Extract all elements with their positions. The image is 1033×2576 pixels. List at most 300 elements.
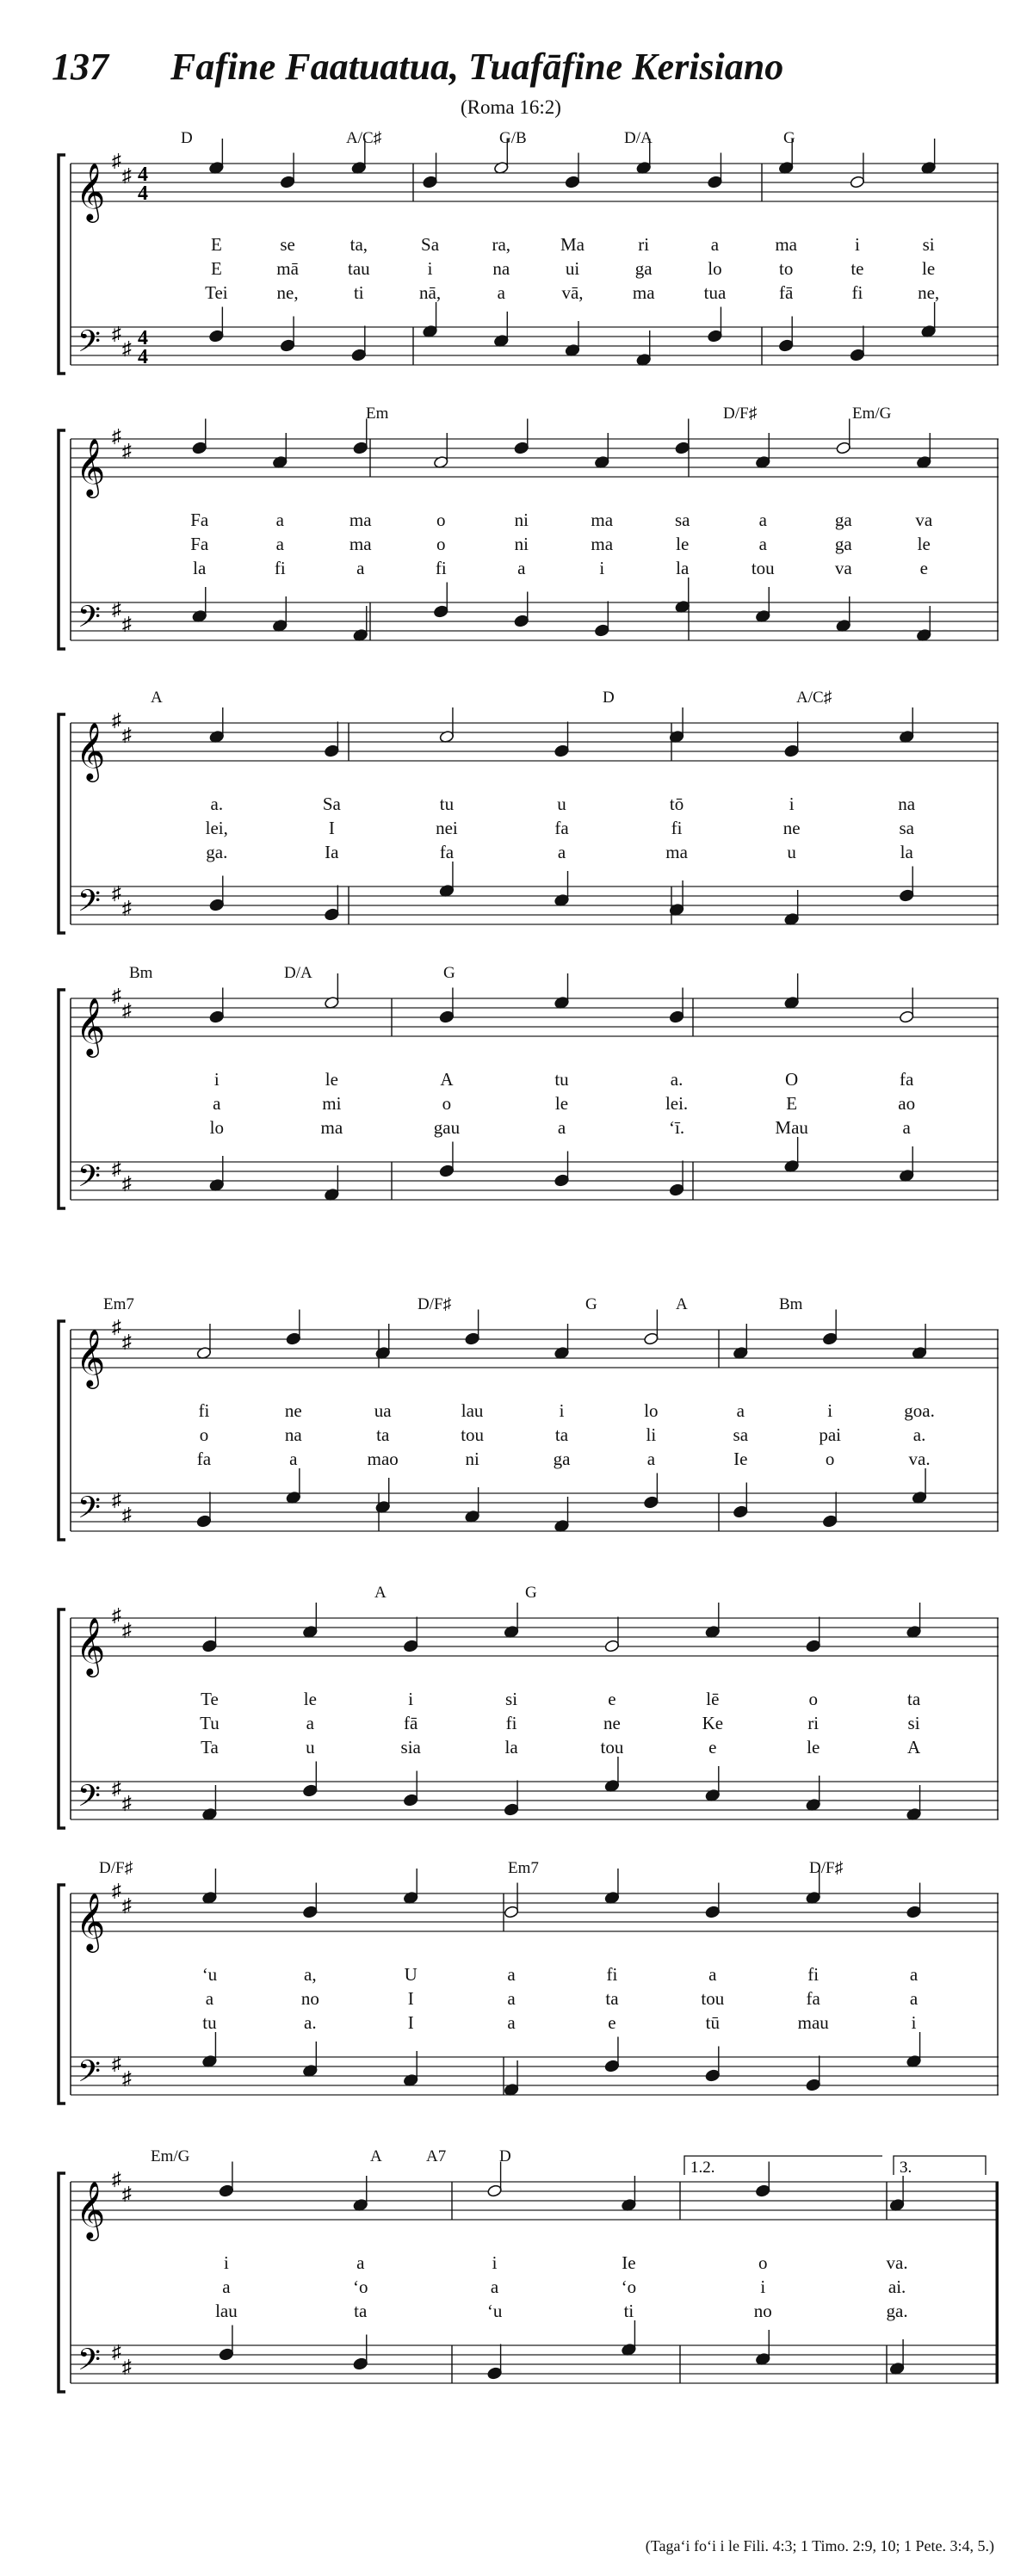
bass-clef-icon: 𝄢 [77,1490,102,1532]
chord-symbol: A/C♯ [796,689,832,707]
lyric-verse-1 [52,1069,999,1091]
lyric-syllable: ta, [349,234,368,255]
lyric-syllable: a [708,1964,717,1985]
lyric-syllable: u [306,1737,315,1757]
chord-symbol: Em/G [852,405,892,423]
music-system [52,405,999,689]
chord-symbol: G [525,1584,537,1602]
lyric-syllable: e [919,558,928,578]
lyric-syllable: Sa [322,794,341,814]
lyric-syllable: fi [505,1713,517,1733]
lyric-syllable: e [708,1737,717,1757]
lyric-syllable: le [554,1093,569,1114]
treble-staff [71,723,999,761]
lyric-syllable: fā [779,282,794,303]
chord-symbol: A [151,689,163,707]
lyric-syllable: ni [514,534,529,554]
lyric-syllable: fa [554,818,569,838]
lyric-syllable: i [223,2252,229,2273]
lyric-syllable: i [599,558,605,578]
lyric-syllable: se [280,234,295,255]
lyric-syllable: gau [433,1117,461,1138]
lyric-verse-2 [52,1424,999,1447]
scripture-reference: (Roma 16:2) [461,96,561,118]
chord-symbol: A/C♯ [346,129,382,147]
lyric-syllable: u [557,794,566,814]
lyric-syllable: a. [670,1069,684,1090]
lyric-syllable: tua [703,282,727,303]
lyric-syllable: Ma [560,234,585,255]
sharp-icon: ♯ [112,2053,121,2074]
lyric-syllable: lē [706,1689,720,1709]
lyric-verse-1 [52,1400,999,1423]
chord-symbol: Bm [779,1295,803,1313]
lyric-syllable: la [900,842,913,862]
lyric-syllable: a. [210,794,224,814]
sharp-icon: ♯ [122,1504,132,1525]
lyric-syllable: E [786,1093,798,1114]
lyric-syllable: le [676,534,690,554]
lyric-syllable: e [608,1689,616,1709]
lyric-syllable: i [911,2012,917,2033]
lyric-syllable: le [917,534,931,554]
lyric-syllable: a [289,1449,298,1469]
chord-symbol: Em7 [103,1295,134,1313]
treble-clef-icon: 𝄞 [76,1892,106,1950]
lyric-syllable: ma [632,282,655,303]
lyric-syllable: ta [554,1424,569,1445]
sharp-icon: ♯ [112,1316,121,1337]
bass-clef-icon: 𝄢 [77,2054,102,2096]
lyric-syllable: tu [554,1069,569,1090]
lyric-syllable: i [760,2276,766,2297]
lyric-syllable: ua [374,1400,392,1421]
lyric-syllable: ao [898,1093,916,1114]
lyric-syllable: ta [605,1988,619,2009]
sharp-icon: ♯ [112,323,121,344]
sharp-icon: ♯ [112,2341,121,2363]
lyric-syllable: la [676,558,690,578]
lyric-syllable: tau [347,258,370,279]
lyric-syllable: ‘o [353,2276,368,2297]
lyric-syllable: Ia [325,842,339,862]
treble-notes [196,1310,927,1360]
lyric-syllable: Tu [200,1713,220,1733]
lyric-syllable: a [306,1713,314,1733]
lyric-syllable: le [303,1689,317,1709]
lyric-syllable: a [909,1988,919,2009]
hymn-title: Fafine Faatuatua, Tuafāfine Kerisiano [170,46,784,88]
lyric-syllable: li [646,1424,657,1445]
lyric-syllable: a [356,558,365,578]
lyric-syllable: sa [899,818,914,838]
lyric-syllable: na [284,1424,302,1445]
lyric-syllable: a [490,2276,499,2297]
lyric-syllable: ma [591,510,614,530]
lyric-syllable: lo [644,1400,659,1421]
lyric-syllable: lo [209,1117,224,1138]
lyric-syllable: ri [638,234,650,255]
lyric-syllable: tou [751,558,775,578]
sharp-icon: ♯ [112,1489,121,1510]
bass-staff [71,886,999,924]
chord-symbol: A [370,2147,382,2165]
lyric-verse-2 [52,258,999,281]
lyric-verse-2 [52,1713,999,1735]
lyric-syllable: fi [807,1964,820,1985]
chord-symbol: D/A [284,964,312,982]
treble-staff [71,2182,999,2220]
lyric-syllable: fā [404,1713,418,1733]
music-system [52,129,999,413]
lyric-syllable: Ie [733,1449,748,1469]
sharp-icon: ♯ [122,724,132,745]
sharp-icon: ♯ [112,1880,121,1901]
lyric-syllable: fi [606,1964,618,1985]
lyric-syllable: E [210,258,222,279]
bass-notes [192,578,931,642]
lyric-syllable: Fa [190,510,209,530]
lyric-syllable: mao [367,1449,399,1469]
lyric-syllable: a [902,1117,911,1138]
lyric-syllable: le [325,1069,338,1090]
bass-notes [209,1137,914,1202]
sharp-icon: ♯ [122,164,132,186]
lyric-syllable: ga [553,1449,571,1469]
lyric-syllable: lei. [665,1093,689,1114]
lyric-verse-3 [52,1449,999,1471]
music-system [52,689,999,973]
lyric-verse-1 [52,1964,999,1986]
lyric-verse-3 [52,2301,999,2323]
sharp-icon: ♯ [122,440,132,461]
treble-staff [71,439,999,477]
lyric-syllable: a [507,2012,516,2033]
lyric-syllable: a [497,282,505,303]
music-system [52,1295,999,1579]
time-signature-treble-top: 4 [138,164,148,186]
bass-clef-icon: 𝄢 [77,1158,102,1201]
lyric-syllable: ui [565,258,580,279]
lyric-syllable: fa [806,1988,820,2009]
bass-staff [71,602,999,640]
lyric-syllable: ga. [206,842,228,862]
lyric-syllable: ga. [886,2301,908,2321]
lyric-syllable: tō [669,794,684,814]
lyric-syllable: vā, [561,282,584,303]
lyric-syllable: va [915,510,933,530]
lyric-syllable: Ie [622,2252,636,2273]
treble-staff [71,998,999,1036]
lyric-syllable: ri [807,1713,820,1733]
lyric-verse-3 [52,558,999,580]
lyric-verse-1 [52,1689,999,1711]
lyric-syllable: tou [461,1424,485,1445]
lyric-syllable: a. [304,2012,317,2033]
lyric-syllable: ta [376,1424,390,1445]
lyric-syllable: ‘u [486,2301,503,2321]
lyric-syllable: Sa [421,234,440,255]
lyric-syllable: Tei [205,282,228,303]
lyric-syllable: e [608,2012,616,2033]
lyric-syllable: a [646,1449,656,1469]
lyric-syllable: i [789,794,795,814]
lyric-syllable: ‘u [201,1964,218,1985]
chord-symbol: Em/G [151,2147,190,2165]
bass-notes [209,862,914,926]
chord-symbol: G [443,964,455,982]
music-system [52,964,999,1248]
lyric-verse-3 [52,282,999,305]
treble-clef-icon: 𝄞 [76,437,106,496]
lyric-verse-2 [52,1988,999,2011]
lyric-syllable: o [436,510,446,530]
chord-symbol: D/F♯ [418,1295,452,1313]
lyric-syllable: le [922,258,936,279]
sharp-icon: ♯ [122,897,132,918]
bass-staff [71,1162,999,1200]
lyric-syllable: a [275,534,284,554]
lyric-syllable: a [507,1988,516,2009]
lyric-syllable: I [407,1988,414,2009]
bass-clef-icon: 𝄢 [77,2342,102,2384]
lyric-syllable: a [517,558,526,578]
lyric-verse-3 [52,1117,999,1140]
lyric-syllable: si [505,1689,518,1709]
chord-symbol: D/F♯ [99,1859,133,1877]
music-system [52,1584,999,1868]
lyric-syllable: o [758,2252,768,2273]
sharp-icon: ♯ [112,150,121,171]
lyric-syllable: pai [819,1424,841,1445]
lyric-syllable: ti [353,282,364,303]
lyric-syllable: va. [908,1449,931,1469]
bass-notes [219,2320,905,2380]
lyric-syllable: sa [733,1424,749,1445]
lyric-verse-2 [52,1093,999,1115]
bass-notes [196,1468,927,1533]
lyric-syllable: I [328,818,335,838]
lyric-syllable: ne [782,818,801,838]
lyric-syllable: fi [274,558,286,578]
bass-notes [202,1757,922,1821]
treble-clef-icon: 𝄞 [76,2180,106,2239]
volta-label-first: 1.2. [690,2159,715,2177]
lyric-syllable: na [898,794,916,814]
time-signature-bass-bottom: 4 [138,346,148,368]
lyric-syllable: a [205,1988,214,2009]
bass-clef-icon: 𝄢 [77,324,102,366]
lyric-verse-1 [52,2252,999,2275]
lyric-syllable: mā [276,258,299,279]
lyric-syllable: Mau [775,1117,808,1138]
lyric-syllable: ga [634,258,653,279]
sharp-icon: ♯ [112,709,121,731]
chord-symbol: A [676,1295,688,1313]
treble-clef-icon: 𝄞 [76,162,106,220]
footer-references: (Taga‘i fo‘i i le Fili. 4:3; 1 Timo. 2:9, 10; 1 Pete. 3:4, 5.) [645,2537,994,2554]
lyric-syllable: ne, [918,282,940,303]
sharp-icon: ♯ [122,613,132,634]
lyric-syllable: tou [701,1988,725,2009]
chord-symbol: D/F♯ [723,405,758,423]
lyric-syllable: nei [436,818,458,838]
lyric-syllable: va. [886,2252,908,2273]
lyric-syllable: ai. [888,2276,906,2297]
lyric-syllable: no [753,2301,772,2321]
sharp-icon: ♯ [122,1172,132,1194]
lyric-verse-3 [52,842,999,864]
lyric-syllable: a [710,234,720,255]
lyric-verse-2 [52,534,999,556]
lyric-syllable: ne, [276,282,299,303]
lyric-syllable: a. [912,1424,926,1445]
lyric-syllable: tu [439,794,455,814]
sharp-icon: ♯ [112,882,121,904]
chord-symbol: Em [366,405,389,423]
lyric-syllable: fa [196,1449,212,1469]
lyric-verse-1 [52,794,999,816]
lyric-syllable: o [808,1689,818,1709]
lyric-syllable: a [507,1964,516,1985]
sharp-icon: ♯ [112,598,121,620]
lyric-syllable: a [758,534,767,554]
sharp-icon: ♯ [122,999,132,1021]
lyric-verse-3 [52,2012,999,2035]
chord-symbol: Em7 [508,1859,539,1877]
treble-clef-icon: 𝄞 [76,1328,106,1387]
bass-clef-icon: 𝄢 [77,1778,102,1820]
lyric-verse-2 [52,818,999,840]
sharp-icon: ♯ [122,337,132,359]
lyric-syllable: a [909,1964,919,1985]
lyric-syllable: u [787,842,796,862]
lyric-verse-1 [52,234,999,256]
volta-label-third: 3. [900,2159,912,2177]
lyric-syllable: i [427,258,433,279]
sharp-icon: ♯ [122,2183,132,2204]
music-system [52,2147,999,2431]
lyric-verse-3 [52,1737,999,1759]
lyric-syllable: i [408,1689,414,1709]
treble-notes [192,419,931,469]
lyric-syllable: fi [435,558,447,578]
lyric-syllable: te [851,258,864,279]
lyric-syllable: Fa [190,534,209,554]
lyric-syllable: lei, [205,818,228,838]
lyric-syllable: tū [705,2012,720,2033]
lyric-syllable: a [275,510,284,530]
time-signature-bass-top: 4 [138,327,148,349]
lyric-syllable: si [922,234,935,255]
lyric-verse-1 [52,510,999,532]
chord-symbol: D/F♯ [809,1859,844,1877]
lyric-verse-2 [52,2276,999,2299]
lyric-syllable: E [210,234,222,255]
lyric-syllable: i [492,2252,498,2273]
sharp-icon: ♯ [112,1604,121,1626]
bass-notes [202,2032,922,2097]
sharp-icon: ♯ [122,1619,132,1640]
lyric-syllable: o [825,1449,835,1469]
lyric-syllable: I [407,2012,414,2033]
lyric-syllable: la [193,558,207,578]
bass-notes [208,302,936,367]
lyric-syllable: le [807,1737,820,1757]
lyric-syllable: i [213,1069,220,1090]
sharp-icon: ♯ [122,1894,132,1916]
lyric-syllable: va [834,558,852,578]
chord-symbol: G [783,129,795,147]
lyric-syllable: nā, [418,282,442,303]
lyric-syllable: fa [439,842,455,862]
lyric-syllable: to [779,258,794,279]
lyric-syllable: U [404,1964,418,1985]
sharp-icon: ♯ [122,1331,132,1352]
lyric-syllable: ‘o [621,2276,637,2297]
lyric-syllable: fi [671,818,683,838]
lyric-syllable: na [492,258,510,279]
lyric-syllable: a [356,2252,365,2273]
lyric-syllable: sa [675,510,690,530]
lyric-syllable: ga [834,510,852,530]
chord-symbol: D/A [624,129,653,147]
lyric-syllable: a, [304,1964,317,1985]
sharp-icon: ♯ [112,1158,121,1179]
lyric-syllable: ne [284,1400,302,1421]
lyric-syllable: ni [514,510,529,530]
chord-symbol: D [499,2147,511,2165]
lyric-syllable: si [907,1713,920,1733]
lyric-syllable: A [440,1069,454,1090]
lyric-syllable: sia [400,1737,421,1757]
lyric-syllable: i [559,1400,565,1421]
lyric-syllable: o [436,534,446,554]
treble-clef-icon: 𝄞 [76,721,106,780]
lyric-syllable: ta [354,2301,368,2321]
bass-clef-icon: 𝄢 [77,599,102,641]
lyric-syllable: Ke [702,1713,724,1733]
chord-symbol: Bm [129,964,153,982]
lyric-syllable: o [442,1093,452,1114]
lyric-syllable: mau [797,2012,829,2033]
lyric-syllable: a [213,1093,221,1114]
lyric-syllable: ga [834,534,852,554]
lyric-syllable: goa. [904,1400,935,1421]
lyric-syllable: ma [349,510,372,530]
lyric-syllable: a [557,842,566,862]
bass-staff [71,2345,999,2383]
treble-clef-icon: 𝄞 [76,997,106,1055]
chord-symbol: G [585,1295,597,1313]
lyric-syllable: tou [600,1737,624,1757]
lyric-syllable: la [504,1737,518,1757]
lyric-syllable: a [736,1400,745,1421]
lyric-syllable: ma [665,842,688,862]
lyric-syllable: ti [623,2301,634,2321]
lyric-syllable: ma [349,534,372,554]
lyric-syllable: o [199,1424,209,1445]
lyric-syllable: ta [906,1689,921,1709]
treble-notes [219,2162,905,2212]
sharp-icon: ♯ [122,2067,132,2089]
lyric-syllable: Te [201,1689,219,1709]
lyric-syllable: fi [198,1400,210,1421]
lyric-syllable: lo [708,258,722,279]
music-system [52,1859,999,2143]
sharp-icon: ♯ [122,2356,132,2377]
lyric-syllable: mi [322,1093,342,1114]
